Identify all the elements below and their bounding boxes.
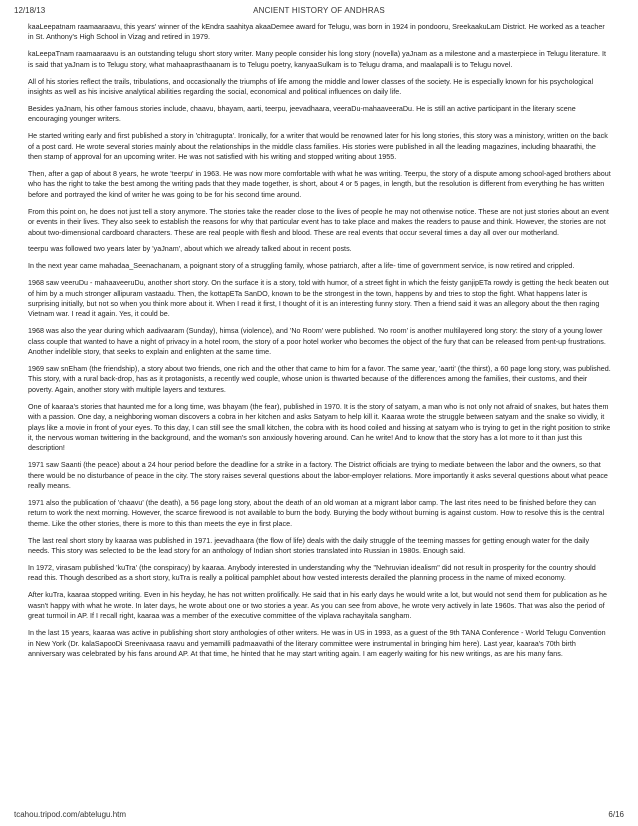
paragraph: He started writing early and first published a story in 'chitragupta'. Ironically, for a writer that would be renowned later for his long stories, this story was a ministory, written on the back of a post card. He wrote several stories mainly about the relationships in the middle class families. His stories were published in all the leading magazines, including bhaarathi, the then stamp of approval for an upcoming writer. He was not satisfied with his writing and stopped writing about 1955. (28, 132, 608, 162)
article-body (28, 22, 611, 666)
paragraph: Then, after a gap of about 8 years, he wrote 'teerpu' in 1963. He was now more comfortable with what he was writing. Teerpu, the story of a dispute among school-aged brothers about who has the right to take the best among the writing pads that they made together, is short, about 4 or 5 pages, in length, but the resolution is different from everything he has written before and portrayed the kind of writer he was going to be for his second time around. (28, 169, 611, 199)
page-header (0, 0, 638, 18)
source-url: tcahou.tripod.com/abtelugu.htm (14, 810, 127, 819)
paragraph: After kuTra, kaaraa stopped writing. Even in his heyday, he has not written prolifically. He said that in his early days he would write a lot, but would not send them for publication as he wasn't happy with what he wrote. In later days, he wrote about one or two stories a year. As you can see from above, he wrote very actively in late 1960s. That was also the period of great turmoil in AP. If I recall right, kaaraa was a member of the executive committee of the viplava rachayitala sangham. (28, 591, 608, 621)
paragraph: One of kaaraa's stories that haunted me for a long time, was bhayam (the fear), published in 1970. It is the story of satyam, a man who is not only not afraid of snakes, but hates them with a passion. One day, a neighboring woman discovers a cobra in her kitchen and asks Satyam to help kill it. Kaaraa wrote the struggle between satyam and the snake so vividly, it plays like a movie in front of your eyes. To this day, I can still see the small kitchen, the cobra with its hood coiled and hissing at satyam who is trying to get in the right position to strike it, the nervous woman twittering in the background, and the woman's son anxiously hovering around. Can he write! And to know that the story has a lot more to it than just this description! (28, 402, 611, 453)
paragraph: From this point on, he does not just tell a story anymore. The stories take the reader close to the lives of people he may not otherwise notice. These are not just stories about an event or events in their lives. They also seek to establish the reasons for why that particular event has to take place and makes the readers to pause and think. However, the stories are not about two-dimensional cardboard characters. These are real people with flesh and blood. These are real events that occur several times a day all over our motherland. (28, 207, 609, 237)
paragraph: 1969 saw snEham (the friendship), a story about two friends, one rich and the other that came to him for a favor. The same year, 'aarti' (the thirst), a 60 page long story, was published. This story, with a rural back-drop, has as it protagonists, a recently wed couple, whose union is thwarted because of the differences among the families, their customs, and their poverty. Again, another story with multiple layers and textures. (28, 365, 611, 394)
paragraph: 1968 saw veeruDu - mahaaveeruDu, another short story. On the surface it is a story, told with humor, of a street fight in which the feisty ganjipETa rowdy is getting the heck beaten out of him by a much stronger allipuram vastaadu. Then, the kottapETa SanDO, known to be the strongest in the town, happens by and tries to stop the fight. What happens later is surprising initially, but not so when you think more about it. When I read it first, I thought of it is an interesting funny story. Then a friend said it was an allegory about the then raging Vietnam war. I read it again. Yes, it could be. (28, 279, 609, 319)
page-footer (0, 804, 638, 826)
paragraph: Besides yaJnam, his other famous stories include, chaavu, bhayam, aarti, teerpu, jeevadhaara, veeraDu-mahaaveeraDu. He is still an active participant in the literary scene encouraging younger writers. (28, 104, 576, 124)
page-title: ANCIENT HISTORY OF ANDHRAS (253, 6, 385, 15)
paragraph: 1968 was also the year during which aadivaaram (Sunday), himsa (violence), and 'No Room' were published. 'No room' is another multilayered long story: the story of a young lower class couple that wanted to have a night of privacy in a hotel room, the story of a poor hotel worker who becomes the object of the fury that can be released from pent-up frustrations. Another indelible story, that seeks to explain and enlighten at the same time. (28, 327, 606, 357)
paragraph: In the next year came mahadaa_Seenachanam, a poignant story of a struggling family, whose patriarch, after a life- time of government service, is now retired and crippled. (28, 262, 575, 271)
print-date: 12/18/13 (14, 6, 46, 15)
paragraph: 1971 saw Saanti (the peace) about a 24 hour period before the deadline for a strike in a factory. The District officials are trying to mediate between the labor and the owners, so that there would be no disturbance of peace in the city. The story raises several questions about the labor-employer relations. More importantly it asks several questions about what peace really means. (28, 461, 608, 491)
paragraph: 1971 also the publication of 'chaavu' (the death), a 56 page long story, about the death of an old woman at a migrant labor camp. The last rites need to be finished before they can return to work the next morning. However, the scarce firewood is not available to burn the body. Burying the body without burning is against custom. How to resolve this is the central theme. Like the other stories, there is more to this than meets the eye in first place. (28, 499, 605, 528)
paragraph: All of his stories reflect the trails, tribulations, and occasionally the triumphs of life among the middle and lower classes of the society. He is especially known for his psychological insights as well as his incisive analytical abilities regarding the social, economical and political influences on daily life. (28, 77, 594, 97)
paragraph: kaaLeepatnam raamaaraavu, this years' winner of the kEndra saahitya akaaDemee award for Telugu, was born in 1924 in pondooru, SreekaakuLam District. He worked as a teacher in St. Anthony's High School in Vizag and retired in 1979. (28, 23, 605, 42)
paragraph: kaLeepaTnam raamaaraavu is an outstanding telugu short story writer. Many people consider his long story (novella) yaJnam as a milestone and a masterpiece in Telugu literature. It is said that yaJnam is to Telugu story, what mahaaprasthaanam is to Telugu poetry, kanyaaSulkam is to Telugu drama, and maalapalli is to Telugu novel. (28, 50, 606, 69)
paragraph: In 1972, virasam published 'kuTra' (the conspiracy) by kaaraa. Anybody interested in understanding why the "Nehruvian idealism" did not result in prosperity for the country should read this. Though described as a short story, kuTra is really a political pamphlet about how vested interests derailed the planning process in the name of mixed economy. (28, 564, 596, 583)
paragraph: The last real short story by kaaraa was published in 1971. jeevadhaara (the flow of life) deals with the daily struggle of the teeming masses for getting enough water for the daily needs. This story was selected to be the lead story for an anthology of Indian short stories translated into Russian in 1980s. Enough said. (28, 536, 590, 556)
page-number: 6/16 (608, 810, 624, 819)
paragraph: In the last 15 years, kaaraa was active in publishing short story anthologies of other writers. He was in US in 1993, as a guest of the 9th TANA Conference - World Telugu Convention in New York (Dr. kalaSapooDi Sreenivaasa raavu and yemamilli padmaavathi of the literary committee were instrumental in bringing him here). Last year, kaaraa's 70th birth anniversary was celebrated by his fans around AP. At that time, he hinted that he may start writing again. I am eagerly waiting for his new writings, as are his many fans. (28, 629, 606, 658)
paragraph: teerpu was followed two years later by 'yaJnam', about which we already talked about in recent posts. (28, 245, 352, 254)
